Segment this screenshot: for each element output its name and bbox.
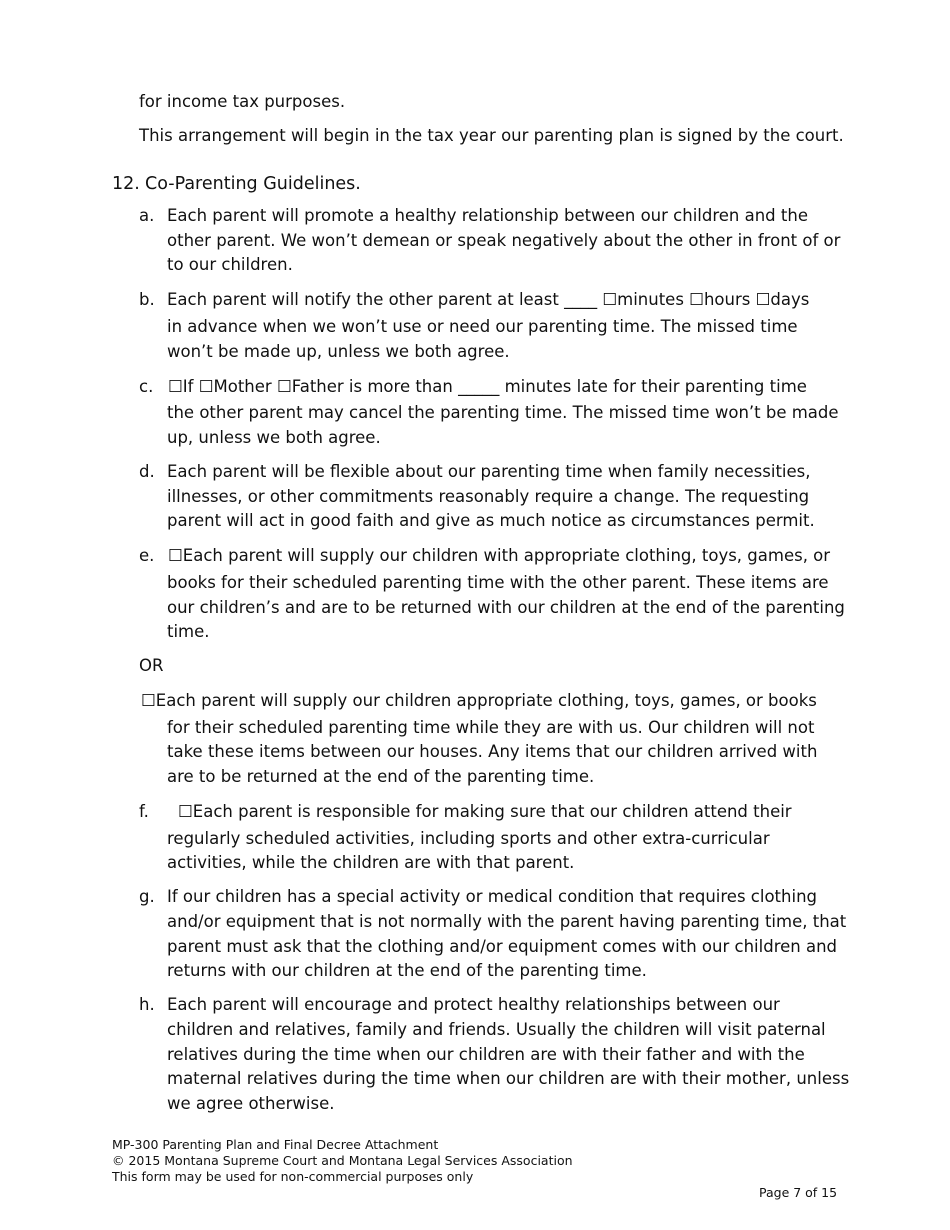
intro-line: This arrangement will begin in the tax year our parenting plan is signed by the court. — [139, 126, 844, 145]
page-number: Page 7 of 15 — [759, 1185, 838, 1200]
item-e-alt-line: are to be returned at the end of the parenting time. — [167, 767, 595, 786]
item-g-line: If our children has a special activity or medical condition that requires clothing — [167, 887, 817, 906]
item-c-line: up, unless we both agree. — [167, 428, 381, 447]
item-a-line: Each parent will promote a healthy relationship between our children and the — [167, 206, 808, 225]
footer-usage-note: This form may be used for non-commercial purposes only — [112, 1169, 474, 1184]
item-d-line: illnesses, or other commitments reasonably require a change. The requesting — [167, 487, 810, 506]
item-marker-d: d. — [139, 462, 155, 481]
item-g-line: parent must ask that the clothing and/or equipment comes with our children and — [167, 937, 838, 956]
item-marker-b: b. — [139, 290, 155, 309]
item-h-line: maternal relatives during the time when our children are with their mother, unless — [167, 1069, 850, 1088]
section-title: Co-Parenting Guidelines. — [145, 174, 361, 194]
item-h-line: relatives during the time when our children are with their father and with the — [167, 1045, 805, 1064]
item-e-line: time. — [167, 622, 210, 641]
item-b-line: in advance when we won’t use or need our parenting time. The missed time — [167, 317, 798, 336]
item-d-line: Each parent will be flexible about our parenting time when family necessities, — [167, 462, 811, 481]
item-h-line: we agree otherwise. — [167, 1094, 335, 1113]
item-d-line: parent will act in good faith and give as much notice as circumstances permit. — [167, 511, 815, 530]
item-marker-f: f. — [139, 802, 149, 821]
item-e-line: our children’s and are to be returned with our children at the end of the parenting — [167, 598, 845, 617]
item-b-line: Each parent will notify the other parent at least ____ ☐minutes ☐hours ☐days — [167, 290, 810, 309]
item-b-line: won’t be made up, unless we both agree. — [167, 342, 510, 361]
item-marker-g: g. — [139, 887, 155, 906]
item-marker-a: a. — [139, 206, 155, 225]
item-g-line: and/or equipment that is not normally with the parent having parenting time, that — [167, 912, 847, 931]
item-marker-h: h. — [139, 995, 155, 1014]
item-f-line: regularly scheduled activities, including sports and other extra-curricular — [167, 829, 770, 848]
item-e-alt-line: take these items between our houses. Any items that our children arrived with — [167, 742, 818, 761]
item-c-line: ☐If ☐Mother ☐Father is more than _____ minutes late for their parenting time — [168, 377, 807, 396]
item-e-alt-line: ☐Each parent will supply our children appropriate clothing, toys, games, or books — [141, 691, 817, 710]
item-e-line: books for their scheduled parenting time with the other parent. These items are — [167, 573, 829, 592]
or-separator: OR — [139, 656, 164, 675]
section-number: 12. — [112, 174, 140, 194]
item-c-line: the other parent may cancel the parenting time. The missed time won’t be made — [167, 403, 839, 422]
item-e-line: ☐Each parent will supply our children with appropriate clothing, toys, games, or — [168, 546, 831, 565]
item-a-line: to our children. — [167, 255, 293, 274]
item-marker-e: e. — [139, 546, 155, 565]
footer-form-title: MP-300 Parenting Plan and Final Decree Attachment — [112, 1137, 439, 1152]
intro-line: for income tax purposes. — [139, 92, 346, 111]
item-e-alt-line: for their scheduled parenting time while they are with us. Our children will not — [167, 718, 815, 737]
item-a-line: other parent. We won’t demean or speak negatively about the other in front of or — [167, 231, 841, 250]
item-h-line: Each parent will encourage and protect healthy relationships between our — [167, 995, 780, 1014]
item-g-line: returns with our children at the end of the parenting time. — [167, 961, 647, 980]
item-f-line: activities, while the children are with that parent. — [167, 853, 575, 872]
item-h-line: children and relatives, family and friends. Usually the children will visit paternal — [167, 1020, 826, 1039]
item-marker-c: c. — [139, 377, 154, 396]
footer-copyright: © 2015 Montana Supreme Court and Montana Legal Services Association — [112, 1153, 573, 1168]
item-f-line: ☐Each parent is responsible for making sure that our children attend their — [178, 802, 792, 821]
